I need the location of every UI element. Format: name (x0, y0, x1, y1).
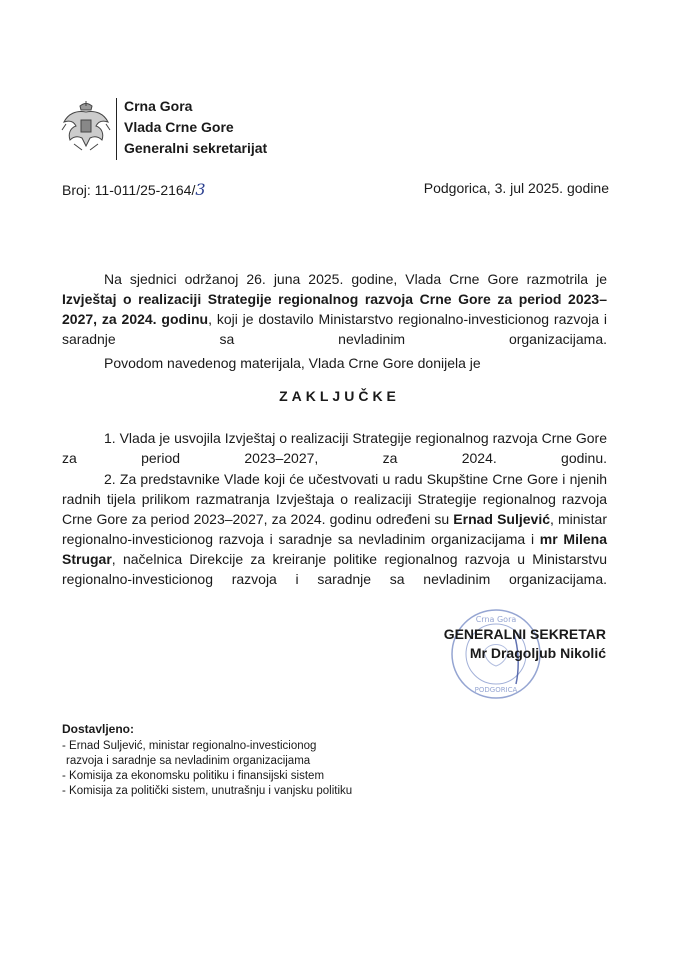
signatory-name: Mr Dragoljub Nikolić (469, 645, 606, 661)
distribution-title: Dostavljeno: (62, 722, 135, 736)
conclusion-2-end: , načelnica Direkcije za kreiranje politike regionalnog razvoja u Ministarstvu regionalno-investicionog razvoja i saradnje sa nevladinim organizacijama. (62, 551, 607, 587)
intro-text-end: , koji je dostavilo Ministarstvo regionalno-investicionog razvoja i saradnje sa nevladinim organizacijama. (62, 311, 608, 347)
header-secretariat: Generalni sekretarijat (124, 140, 268, 156)
intro-paragraph-2: Povodom navedenog materijala, Vlada Crne Gore donijela je (104, 355, 481, 371)
document-date: Podgorica, 3. jul 2025. godine (423, 180, 609, 196)
stamp-bottom-text: PODGORICA (474, 686, 518, 694)
header-government: Vlada Crne Gore (124, 119, 234, 135)
conclusion-2-middle: , ministar regionalno-investicionog razvoja i saradnje sa nevladinim organizacijama i (62, 511, 607, 547)
handwritten-suffix: 3 (195, 180, 206, 199)
coat-of-arms-icon (60, 100, 112, 154)
header-divider (116, 98, 117, 160)
intro-report-title: Izvještaj o realizaciji Strategije regionalnog razvoja Crne Gore za period 2023–2027, za 2024. godinu (62, 291, 607, 327)
distribution-item: - Ernad Suljević, ministar regionalno-investicionog (62, 740, 317, 752)
reference-number-text: Broj: 11-011/25-2164/ (62, 182, 196, 198)
distribution-item: razvoja i saradnje sa nevladinim organizacijama (66, 755, 311, 767)
stamp-top-text: Crna Gora (475, 615, 517, 624)
intro-text-start: Na sjednici održanoj 26. juna 2025. godine, Vlada Crne Gore razmotrila je (104, 271, 607, 287)
conclusions-title: ZAKLJUČKE (279, 388, 400, 404)
representative-2-name: mr Milena Strugar (62, 531, 607, 567)
intro-paragraph (62, 269, 607, 349)
representative-1-name: Ernad Suljević (453, 511, 550, 527)
reference-number (62, 180, 206, 199)
conclusion-1-text: 1. Vlada je usvojila Izvještaj o realizaciji Strategije regionalnog razvoja Crne Gore za period 2023–2027, za 2024. godinu. (62, 430, 607, 466)
distribution-item: - Komisija za ekonomsku politiku i finansijski sistem (62, 770, 325, 782)
distribution-item: - Komisija za politički sistem, unutrašnju i vanjsku politiku (62, 785, 353, 797)
conclusion-2-start: 2. Za predstavnike Vlade koji će učestvovati u radu Skupštine Crne Gore i njenih radnih tijela prilikom razmatranja Izvještaja o realizaciji Strategije regionalnog razvoja Crne Gore za period 2023–2027, za 2024. godinu određeni su (62, 471, 607, 527)
header-country: Crna Gora (124, 98, 193, 114)
conclusion-1 (62, 428, 607, 468)
conclusion-2 (62, 469, 607, 589)
signatory-role: GENERALNI SEKRETAR (443, 626, 606, 642)
